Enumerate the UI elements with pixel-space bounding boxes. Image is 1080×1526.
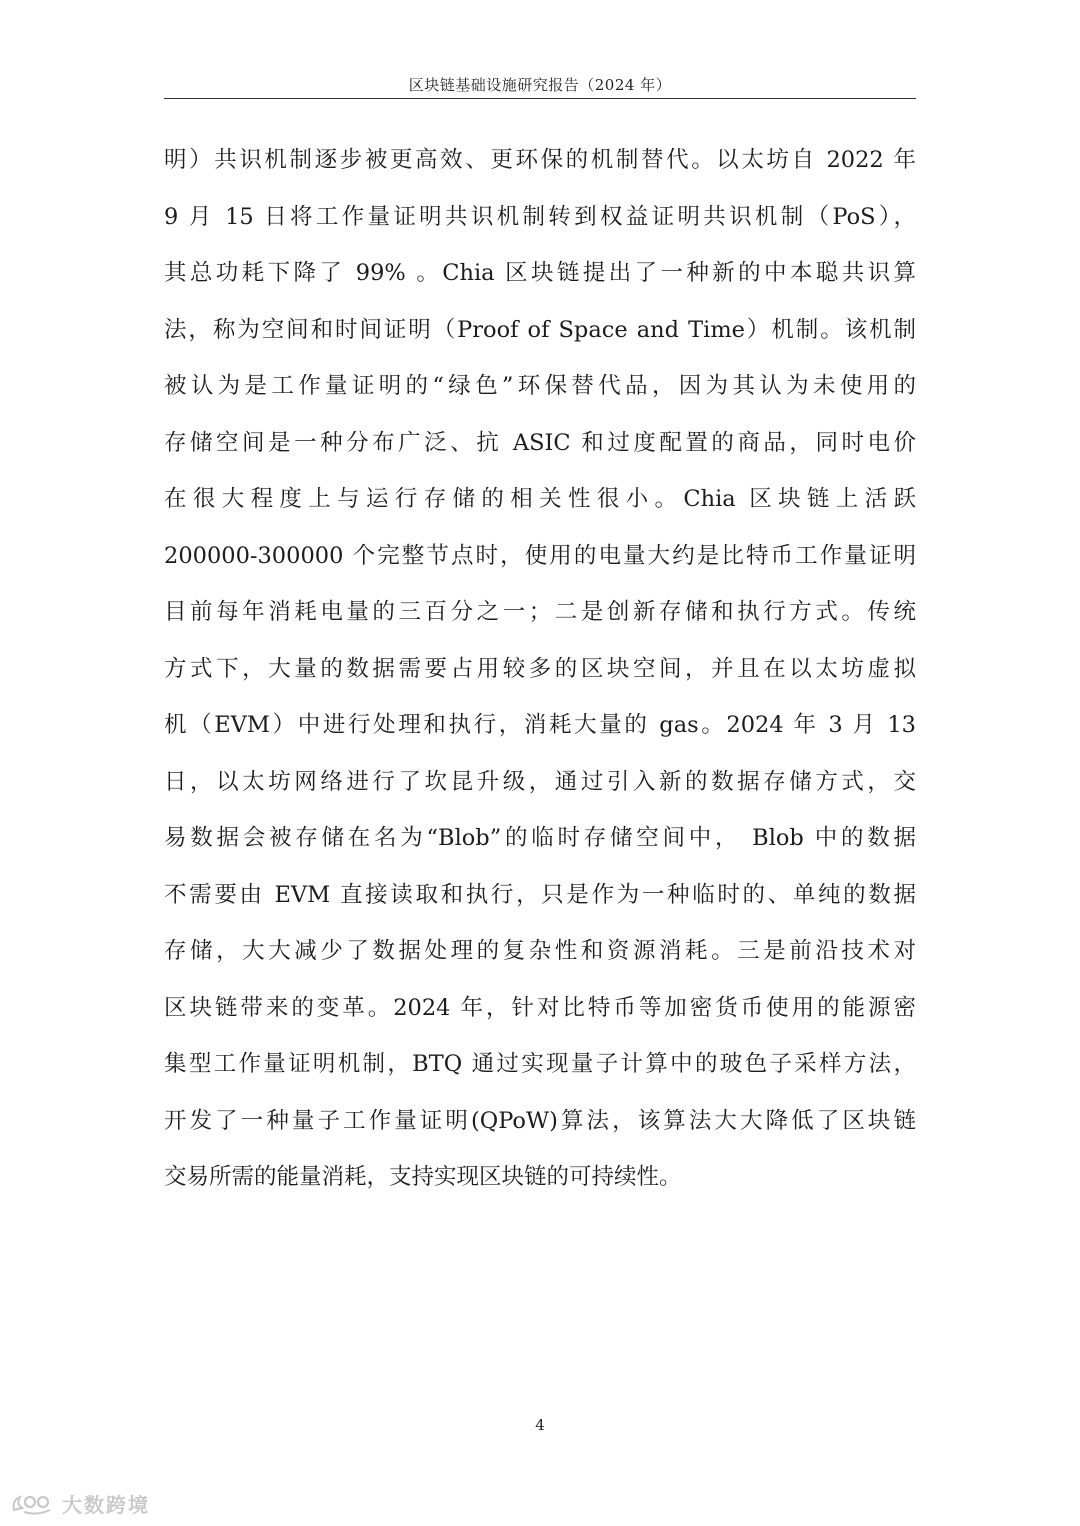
text-line-last: 交易所需的能量消耗，支持实现区块链的可持续性。 xyxy=(164,1164,682,1190)
watermark xyxy=(10,1489,150,1518)
text-line: 机（EVM）中进行处理和执行，消耗大量的 gas。2024 年 3 月 13 xyxy=(164,712,916,738)
text-line: 日，以太坊网络进行了坎昆升级，通过引入新的数据存储方式，交 xyxy=(164,768,916,795)
text-line: 目前每年消耗电量的三百分之一；二是创新存储和执行方式。传统 xyxy=(164,599,916,625)
text-line: 存储空间是一种分布广泛、抗 ASIC 和过度配置的商品，同时电价 xyxy=(164,429,916,456)
text-line: 不需要由 EVM 直接读取和执行，只是作为一种临时的、单纯的数据 xyxy=(164,881,916,908)
text-line: 明）共识机制逐步被更高效、更环保的机制替代。以太坊自 2022 年 xyxy=(164,147,916,173)
text-line: 集型工作量证明机制，BTQ 通过实现量子计算中的玻色子采样方法， xyxy=(164,1051,916,1077)
text-line: 200000-300000 个完整节点时，使用的电量大约是比特币工作量证明 xyxy=(164,542,916,569)
text-line: 法，称为空间和时间证明（Proof of Space and Time）机制。该机制 xyxy=(164,316,916,343)
text-line: 区块链带来的变革。2024 年，针对比特币等加密货币使用的能源密 xyxy=(164,994,916,1021)
body-text xyxy=(164,132,916,1206)
text-line: 在很大程度上与运行存储的相关性很小。Chia 区块链上活跃 xyxy=(164,486,916,512)
header-divider xyxy=(164,98,916,99)
page-number: 4 xyxy=(535,1416,545,1434)
text-line: 开发了一种量子工作量证明(QPoW)算法，该算法大大降低了区块链 xyxy=(164,1107,916,1134)
text-line: 方式下，大量的数据需要占用较多的区块空间，并且在以太坊虚拟 xyxy=(164,655,916,682)
watermark-label: 大数跨境 xyxy=(62,1493,150,1517)
running-header: 区块链基础设施研究报告（2024 年） xyxy=(408,76,672,94)
text-line: 被认为是工作量证明的“绿色”环保替代品，因为其认为未使用的 xyxy=(164,373,916,399)
text-line: 存储，大大减少了数据处理的复杂性和资源消耗。三是前沿技术对 xyxy=(164,938,916,964)
text-line: 易数据会被存储在名为“Blob”的临时存储空间中， Blob 中的数据 xyxy=(164,825,916,851)
text-line: 其总功耗下降了 99% 。Chia 区块链提出了一种新的中本聪共识算 xyxy=(164,260,916,286)
dashuju-logo-icon xyxy=(10,1492,56,1516)
text-line: 9 月 15 日将工作量证明共识机制转到权益证明共识机制（PoS）， xyxy=(164,203,916,230)
